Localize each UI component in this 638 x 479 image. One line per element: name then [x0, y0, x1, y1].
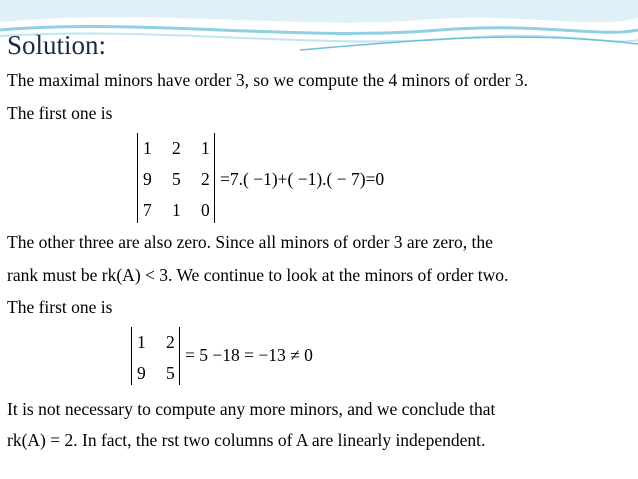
determinant-right-bar [179, 327, 180, 385]
matrix-cell: 0 [201, 200, 210, 220]
slide-title: Solution: [7, 30, 107, 60]
text-line-5: The first one is [7, 297, 113, 317]
text-line-1: The maximal minors have order 3, so we compute the 4 minors of order 3. [7, 70, 528, 90]
matrix-cell: 2 [166, 332, 175, 352]
text-line-4: rank must be rk(A) < 3. We continue to look at the minors of order two. [7, 265, 509, 285]
determinant-left-bar [131, 327, 132, 385]
determinant-2x2-result: = 5 −18 = −13 ≠ 0 [185, 345, 313, 365]
matrix-cell: 5 [172, 169, 181, 189]
text-line-6: It is not necessary to compute any more minors, and we conclude that [7, 399, 496, 419]
text-line-2: The first one is [7, 103, 113, 123]
matrix-cell: 7 [143, 200, 152, 220]
matrix-cell: 1 [172, 200, 181, 220]
text-line-3: The other three are also zero. Since all minors of order 3 are zero, the [7, 232, 493, 252]
matrix-cell: 1 [143, 138, 152, 158]
matrix-cell: 9 [137, 363, 146, 383]
determinant-3x3-result: =7.( −1)+( −1).( − 7)=0 [220, 169, 385, 189]
text-line-7: rk(A) = 2. In fact, the rst two columns of A are linearly independent. [7, 430, 486, 450]
matrix-cell: 1 [201, 138, 210, 158]
matrix-cell: 2 [201, 169, 210, 189]
matrix-cell: 2 [172, 138, 181, 158]
determinant-left-bar [137, 133, 138, 223]
matrix-cell: 5 [166, 363, 175, 383]
matrix-cell: 9 [143, 169, 152, 189]
determinant-right-bar [214, 133, 215, 223]
matrix-cell: 1 [137, 332, 146, 352]
